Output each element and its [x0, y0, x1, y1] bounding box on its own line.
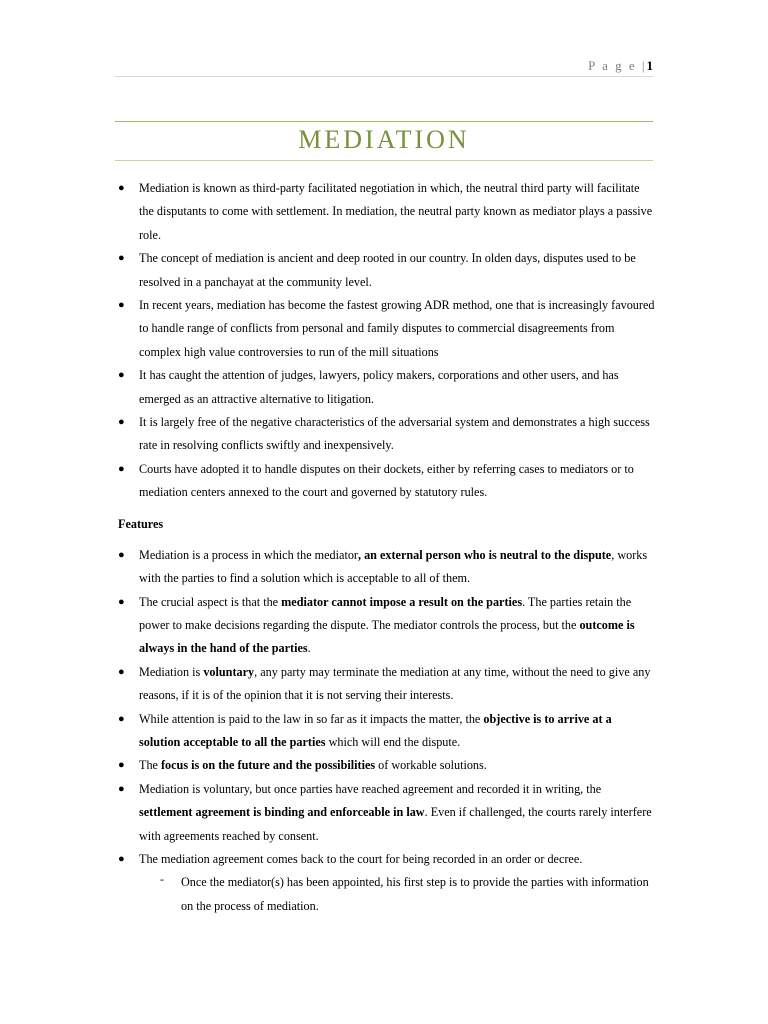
- bullet-icon: ●: [118, 852, 125, 865]
- list-item-text: Mediation is: [139, 664, 204, 679]
- bullet-icon: ●: [118, 416, 125, 429]
- document-title: MEDIATION: [298, 125, 470, 154]
- list-item-text: The concept of mediation is ancient and deep rooted in our country. In olden days, disputes used to be resolved in a panchayat at the community level.: [139, 251, 636, 289]
- list-item: [115, 177, 655, 247]
- bullet-icon: ●: [118, 595, 125, 608]
- page-separator: |: [641, 58, 647, 73]
- list-item-text: . Even if challenged, the courts rarely interfere with agreements reached by consent.: [139, 805, 652, 843]
- features-heading: Features: [118, 516, 164, 531]
- sub-bullet-list: [115, 871, 655, 918]
- list-item-emphasis: objective is to arrive at a solution acceptable to all the parties: [139, 711, 612, 749]
- list-item-emphasis: outcome is always in the hand of the parties: [139, 617, 635, 656]
- list-item-text: The crucial aspect is that the: [139, 594, 282, 609]
- list-item-text: . The parties retain the power to make decisions regarding the dispute. The mediator controls the process, but the: [139, 594, 632, 632]
- bullet-icon: ●: [118, 782, 125, 795]
- page-number-header: [588, 58, 653, 74]
- document-body: [115, 177, 655, 918]
- list-item: [115, 544, 655, 591]
- list-item-text: While attention is paid to the law in so far as it impacts the matter, the: [139, 711, 484, 726]
- list-item-emphasis: , an external person who is neutral to the dispute: [357, 547, 612, 562]
- list-item-text: , any party may terminate the mediation at any time, without the need to give any reasons, if it is of the opinion that it is not serving their interests.: [139, 664, 651, 703]
- list-item-emphasis: voluntary: [203, 664, 255, 679]
- intro-bullet-list: [115, 177, 655, 505]
- title-rule-bottom: [115, 160, 653, 161]
- sub-list-item-text: Once the mediator(s) has been appointed, his first step is to provide the parties with information on the process of mediation.: [181, 875, 649, 913]
- list-item: [115, 708, 655, 755]
- list-item: [115, 247, 655, 294]
- page-label: P a g e: [588, 58, 637, 73]
- bullet-icon: ●: [118, 759, 125, 772]
- bullet-icon: ●: [118, 252, 125, 265]
- list-item: [115, 364, 655, 411]
- list-item-text: In recent years, mediation has become the fastest growing ADR method, one that is increasingly favoured to handle range of conflicts from personal and family disputes to commercial disagreements from complex high value controversies to run of the mill situations: [139, 298, 655, 359]
- list-item: [115, 754, 655, 777]
- list-item: [115, 778, 655, 848]
- list-item: [115, 848, 655, 871]
- list-item-text: The mediation agreement comes back to the court for being recorded in an order or decree.: [139, 851, 583, 866]
- bullet-icon: ●: [118, 299, 125, 312]
- dash-bullet-icon: -: [160, 872, 164, 887]
- list-item-emphasis: focus is on the future and the possibilities: [161, 758, 376, 773]
- features-bullet-list: [115, 544, 655, 872]
- list-item-emphasis: mediator cannot impose a result on the parties: [281, 594, 523, 609]
- list-item: [115, 661, 655, 708]
- list-item-text: Mediation is voluntary, but once parties have reached agreement and recorded it in writing, the: [139, 781, 602, 796]
- sub-list-item: [115, 871, 655, 918]
- list-item: [115, 591, 655, 661]
- list-item-text: Mediation is known as third-party facilitated negotiation in which, the neutral third party will facilitate the disputants to come with settlement. In mediation, the neutral party known as mediator plays a passive role.: [139, 181, 653, 242]
- list-item-text: .: [307, 641, 311, 656]
- bullet-icon: ●: [118, 369, 125, 382]
- list-item-text: Mediation is a process in which the mediator: [139, 547, 358, 562]
- list-item-text: of workable solutions.: [375, 758, 487, 773]
- list-item: [115, 458, 655, 505]
- list-item: [115, 411, 655, 458]
- page-number: 1: [646, 58, 653, 73]
- list-item-text: which will end the dispute.: [325, 734, 461, 749]
- list-item-text: Courts have adopted it to handle disputes on their dockets, either by referring cases to mediators or to mediation centers annexed to the court and governed by statutory rules.: [139, 461, 634, 500]
- list-item-text: , works with the parties to find a solution which is acceptable to all of them.: [139, 547, 648, 586]
- list-item: [115, 294, 655, 364]
- list-item-text: The: [139, 758, 161, 773]
- list-item-emphasis: settlement agreement is binding and enforceable in law: [139, 805, 425, 820]
- bullet-icon: ●: [118, 182, 125, 194]
- bullet-icon: ●: [118, 712, 125, 725]
- bullet-icon: ●: [118, 462, 125, 475]
- header-rule: [115, 76, 653, 77]
- bullet-icon: ●: [118, 665, 125, 678]
- list-item-text: It has caught the attention of judges, lawyers, policy makers, corporations and other users, and has emerged as an attractive alternative to litigation.: [139, 368, 619, 406]
- list-item-text: It is largely free of the negative characteristics of the adversarial system and demonstrates a high success rate in resolving conflicts swiftly and inexpensively.: [139, 415, 650, 453]
- bullet-icon: ●: [118, 548, 125, 561]
